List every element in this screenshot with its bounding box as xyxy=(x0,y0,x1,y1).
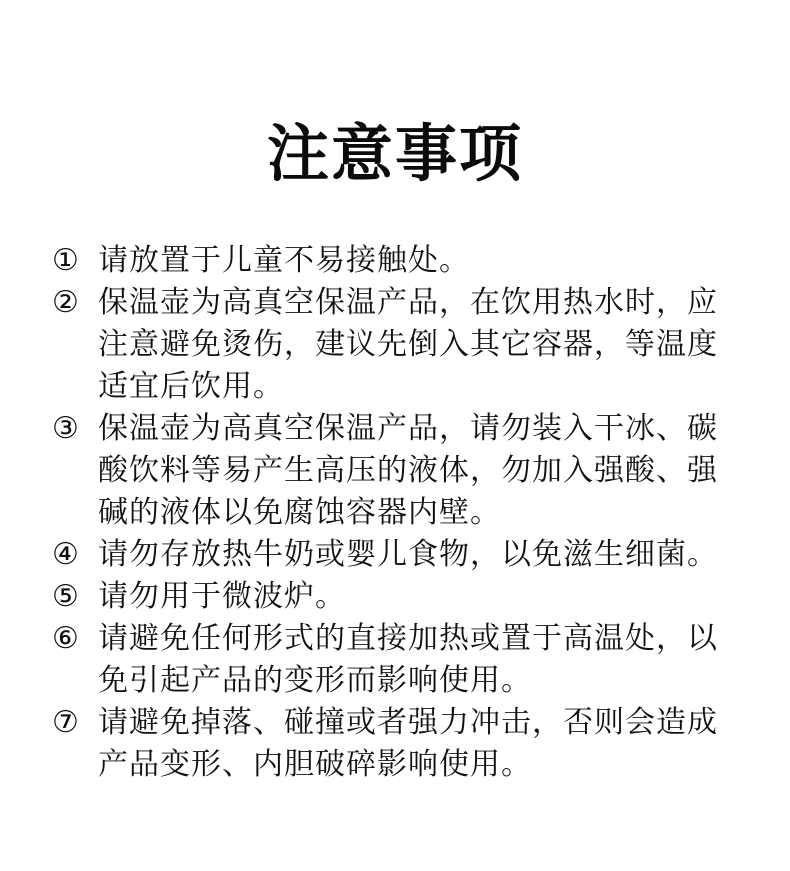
note-item-3 xyxy=(52,408,742,534)
note-number: ⑦ xyxy=(52,705,79,740)
note-item-6 xyxy=(52,618,742,702)
note-number: ④ xyxy=(52,537,79,572)
note-number: ① xyxy=(52,243,79,278)
note-text: 保温壶为高真空保温产品，在饮用热水时，应注意避免烫伤，建议先倒入其它容器，等温度适宜后饮用。 xyxy=(98,285,718,404)
note-text: 请避免任何形式的直接加热或置于高温处，以免引起产品的变形而影响使用。 xyxy=(98,621,718,698)
note-item-7 xyxy=(52,702,742,786)
notes-list xyxy=(52,240,742,786)
note-item-5 xyxy=(52,576,742,618)
note-number: ② xyxy=(52,285,79,320)
note-number: ③ xyxy=(52,411,79,446)
note-text: 请勿用于微波炉。 xyxy=(98,579,346,614)
note-item-4 xyxy=(52,534,742,576)
note-number: ⑤ xyxy=(52,579,79,614)
page-title: 注意事项 xyxy=(266,117,523,190)
note-text: 请避免掉落、碰撞或者强力冲击，否则会造成产品变形、内胆破碎影响使用。 xyxy=(98,705,718,782)
note-text: 请放置于儿童不易接触处。 xyxy=(98,243,470,278)
note-text: 保温壶为高真空保温产品，请勿装入干冰、碳酸饮料等易产生高压的液体，勿加入强酸、强碱的液体以免腐蚀容器内壁。 xyxy=(98,411,718,530)
note-item-2 xyxy=(52,282,742,408)
note-item-1 xyxy=(52,240,742,282)
note-text: 请勿存放热牛奶或婴儿食物，以免滋生细菌。 xyxy=(98,537,718,572)
note-number: ⑥ xyxy=(52,621,79,656)
